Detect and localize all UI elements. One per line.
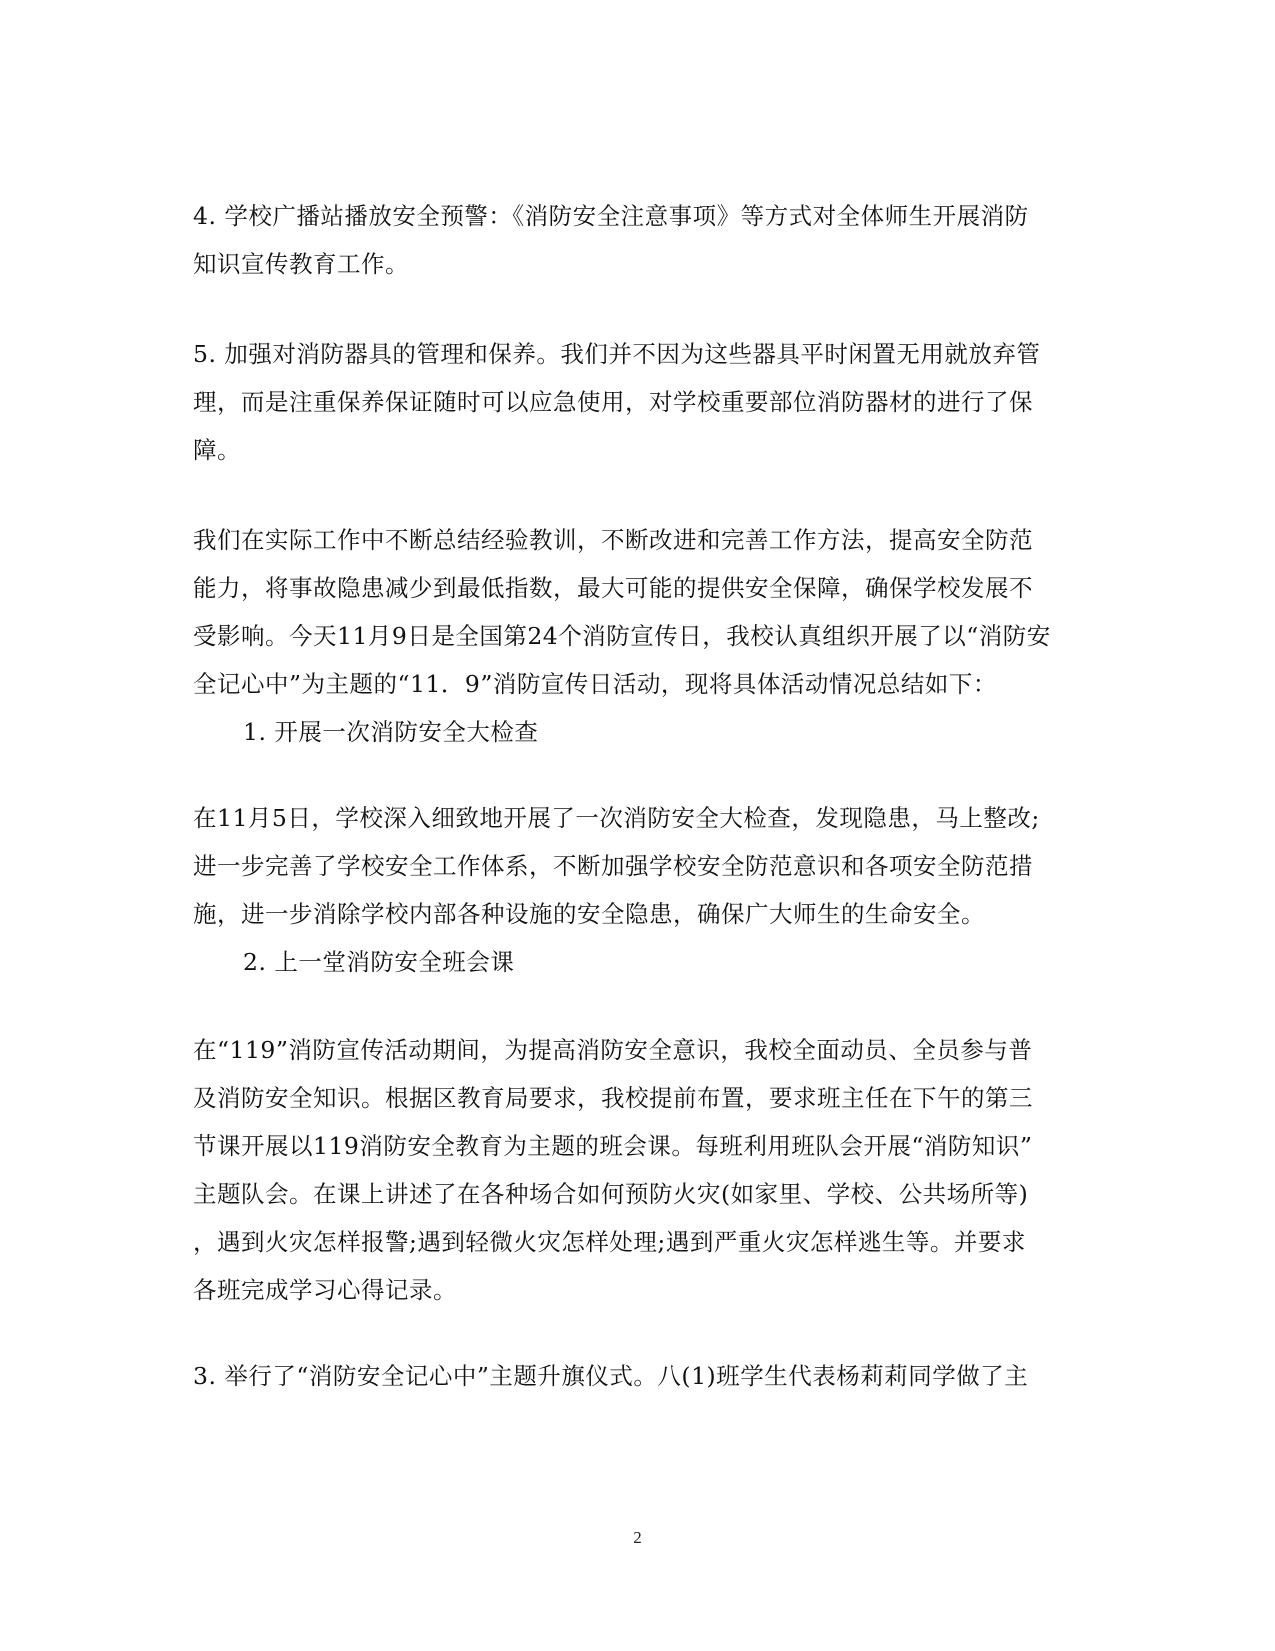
text-line: 进一步完善了学校安全工作体系，不断加强学校安全防范意识和各项安全防范措 xyxy=(193,852,1033,880)
text-line: 4. 学校广播站播放安全预警：《消防安全注意事项》等方式对全体师生开展消防 xyxy=(193,202,1029,230)
inspection-paragraph xyxy=(193,794,1073,986)
text-line: 各班完成学习心得记录。 xyxy=(193,1276,457,1304)
text-line: 施，进一步消除学校内部各种设施的安全隐患，确保广大师生的生命安全。 xyxy=(193,900,985,928)
section-heading-1: 1. 开展一次消防安全大检查 xyxy=(243,718,539,746)
text-line: 在11月5日，学校深入细致地开展了一次消防安全大检查，发现隐患，马上整改; xyxy=(193,804,1040,832)
text-line: ，遇到火灾怎样报警;遇到轻微火灾怎样处理;遇到严重火灾怎样逃生等。并要求 xyxy=(193,1228,1026,1256)
text-line: 全记心中”为主题的“11．9”消防宣传日活动，现将具体活动情况总结如下： xyxy=(193,670,997,698)
text-line: 知识宣传教育工作。 xyxy=(193,250,409,278)
summary-paragraph xyxy=(193,516,1073,756)
text-line: 3. 举行了“消防安全记心中”主题升旗仪式。八(1)班学生代表杨莉莉同学做了主 xyxy=(193,1362,1029,1390)
text-line: 主题队会。在课上讲述了在各种场合如何预防火灾(如家里、学校、公共场所等) xyxy=(193,1180,1029,1208)
paragraph-item-3 xyxy=(193,1352,1073,1400)
text-line: 能力，将事故隐患减少到最低指数，最大可能的提供安全保障，确保学校发展不 xyxy=(193,574,1033,602)
paragraph-item-4 xyxy=(193,192,1073,288)
text-line: 理，而是注重保养保证随时可以应急使用，对学校重要部位消防器材的进行了保 xyxy=(193,388,1033,416)
text-line: 及消防安全知识。根据区教育局要求，我校提前布置，要求班主任在下午的第三 xyxy=(193,1084,1033,1112)
text-line: 在“119”消防宣传活动期间，为提高消防安全意识，我校全面动员、全员参与普 xyxy=(193,1036,1033,1064)
text-line: 节课开展以119消防安全教育为主题的班会课。每班利用班队会开展“消防知识” xyxy=(193,1132,1033,1160)
text-line: 障。 xyxy=(193,436,241,464)
class-meeting-paragraph xyxy=(193,1026,1073,1314)
page-number: 2 xyxy=(633,1528,642,1547)
paragraph-item-5 xyxy=(193,330,1073,474)
text-line: 5. 加强对消防器具的管理和保养。我们并不因为这些器具平时闲置无用就放弃管 xyxy=(193,340,1041,368)
text-line: 我们在实际工作中不断总结经验教训，不断改进和完善工作方法，提高安全防范 xyxy=(193,526,1033,554)
text-line: 受影响。今天11月9日是全国第24个消防宣传日，我校认真组织开展了以“消防安 xyxy=(193,622,1051,650)
section-heading-2: 2. 上一堂消防安全班会课 xyxy=(243,948,515,976)
